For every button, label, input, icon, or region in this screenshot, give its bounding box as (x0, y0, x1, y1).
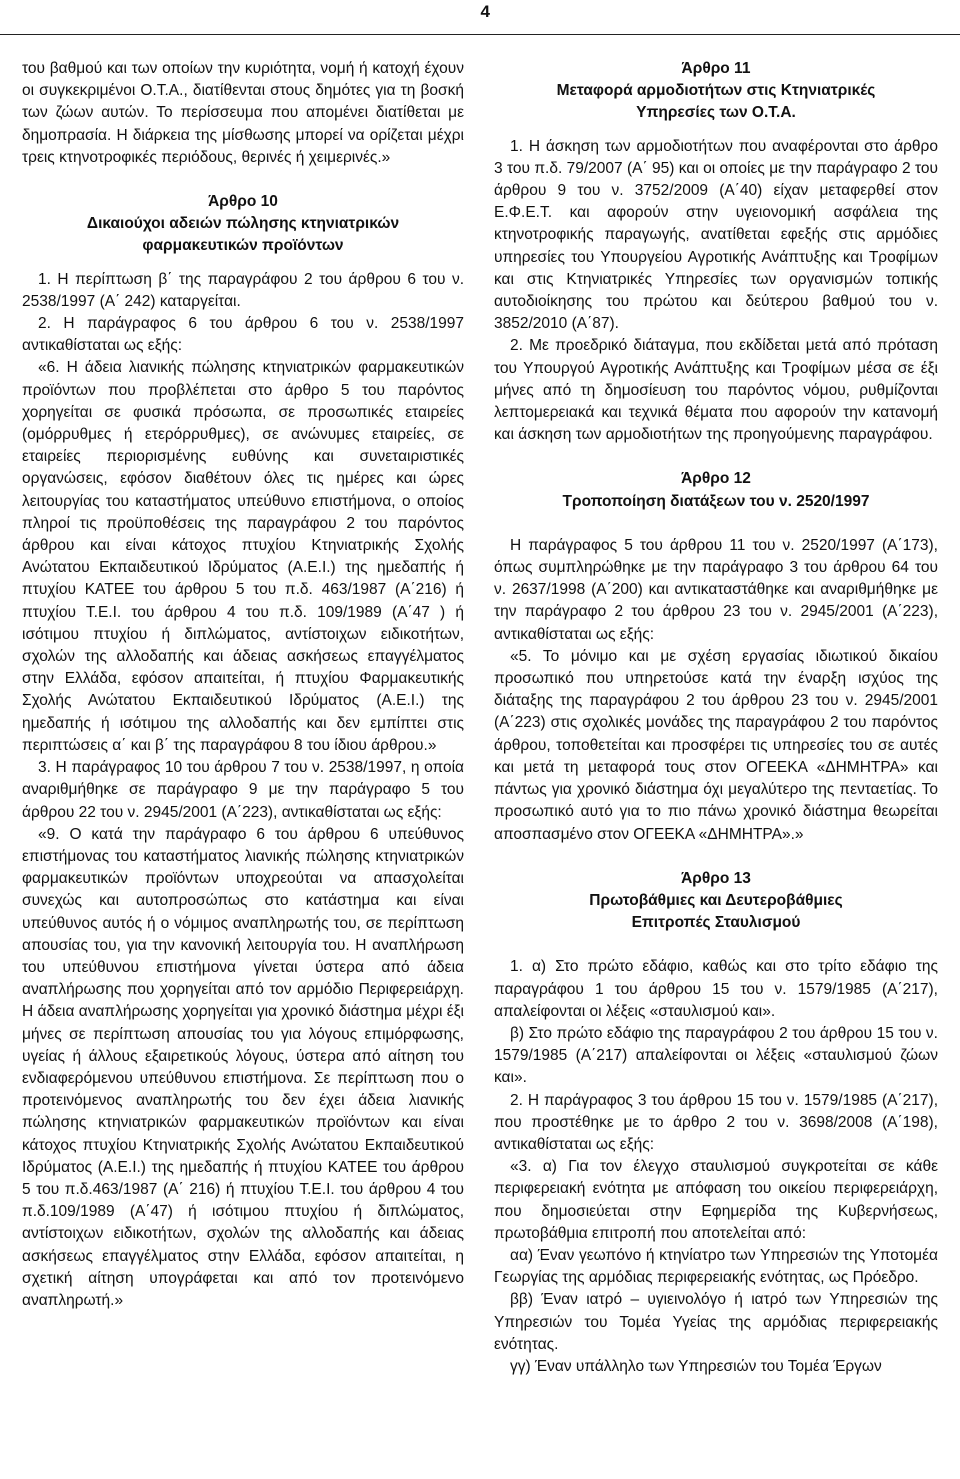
article-13-paragraph-3a: «3. α) Για τον έλεγχο σταυλισμού συγκροτείται σε κάθε περιφερειακή ενότητα με απόφαση του οικείου περιφερειάρχη, που δημοσιεύεται στην Εφημερίδα της Κυβερνήσεως, πρωτοβάθμια επιτροπή που αποτελείται από: (494, 1158, 938, 1242)
page-number: 4 (480, 2, 490, 21)
right-column (494, 58, 938, 1378)
article-11-title: Άρθρο 11 (681, 60, 751, 77)
article-12-paragraph-5-text: «5. Το μόνιμο και με σχέση εργασίας ιδιωτικού δικαίου προσωπικό που υπηρετούσε κατά την έναρξη ισχύος της διάταξης της παραγράφου 2 του άρθρου 23 του ν. 2945/2001 (Α΄223) στις σχολικές μονάδες της παραγράφου 2 του παρόντος άρθρου, τοποθετείται και προσφέρει τις υπηρεσίες του σε αυτές και μετά τη μεταφορά τους στον ΟΓΕΕΚΑ «ΔΗΜΗΤΡΑ» και πάντως για χρονικό διάστημα όχι μεγαλύτερο της πενταετίας. Το προσωπικό αυτό για το πιο πάνω χρονικό διάστημα θεωρείται αποσπασμένο στον ΟΓΕΕΚΑ «ΔΗΜΗΤΡΑ».» (494, 647, 938, 843)
article-11-subtitle-line2: Υπηρεσίες των Ο.Τ.Α. (636, 104, 796, 122)
header-rule (0, 34, 960, 35)
article-10-subtitle-line1: Δικαιούχοι αδειών πώλησης κτηνιατρικών (86, 215, 400, 233)
article-13-paragraph-1a: 1. α) Στο πρώτο εδάφιο, καθώς και στο τρίτο εδάφιο της παραγράφου 1 του άρθρου 15 του ν. 1579/1985 (Α΄217), απαλείφονται οι λέξεις «σταυλισμού και». (494, 958, 938, 1020)
article-10-paragraph-1: 1. Η περίπτωση β΄ της παραγράφου 2 του άρθρου 6 του ν. 2538/1997 (Α΄ 242) καταργείται. (22, 270, 464, 310)
article-13-paragraph-2: 2. Η παράγραφος 3 του άρθρου 15 του ν. 1579/1985 (Α΄217), που προστέθηκε με το άρθρο 2 του ν. 3698/2008 (Α΄198), αντικαθίσταται ως εξής: (494, 1091, 938, 1153)
article-12-paragraph-1: Η παράγραφος 5 του άρθρου 11 του ν. 2520/1997 (Α΄173), όπως συμπληρώθηκε με την παράγραφο 3 του άρθρου 64 του ν. 2637/1998 (Α΄200) και αντικαταστάθηκε και αναριθμήθηκε με την παράγραφο 2 του άρθρου 23 του ν. 2945/2001 (Α΄223), αντικαθίσταται ως εξής: (494, 536, 938, 643)
article-13-item-aa: αα) Έναν γεωπόνο ή κτηνίατρο των Υπηρεσιών της Υποτομέα Γεωργίας της αρμόδιας περιφερειακής ενότητας, ως Πρόεδρο. (494, 1246, 938, 1287)
left-column (22, 58, 464, 1312)
article-11-paragraph-2: 2. Με προεδρικό διάταγμα, που εκδίδεται μετά από πρόταση του Υπουργού Αγροτικής Ανάπτυξης και Τροφίμων μέσα σε έξι μήνες από τη δημοσίευση του παρόντος νόμου, ρυθμίζονται λεπτομερειακά και τεχνικά θέματα που αφορούν την κατανομή και άσκηση των αρμοδιοτήτων της προηγούμενης παραγράφου. (494, 337, 938, 444)
article-13-title: Άρθρο 13 (681, 869, 751, 887)
article-10-paragraph-6-text: «6. Η άδεια λιανικής πώλησης κτηνιατρικών φαρμακευτικών προϊόντων που προβλέπεται στο άρθρο 5 του παρόντος χορηγείται σε φυσικά πρόσωπα, σε προσωπικές εταιρείες (ομόρρυθμες ή ετερόρρυθμες), σε ανώνυμες εταιρείες, σε εταιρείες περιορισμένης ευθύνης και συνεταιριστικές οργανώσεις, εφόσον διαθέτουν όλες τις ημέρες και ώρες λειτουργίας του καταστήματος υπεύθυνο επιστήμονα, ο οποίος πληροί τις προϋποθέσεις της παραγράφου 2 του παρόντος άρθρου και είναι κάτοχος πτυχίου Κτηνιατρικής Σχολής Ανώτατου Εκπαιδευτικού Ιδρύματος (Α.Ε.Ι.) της ημεδαπής ή πτυχίου ΚΑΤΕΕ του άρθρου 5 του π.δ. 463/1987 (Α΄216) ή πτυχίου Τ.Ε.Ι. του άρθρου 4 του π.δ. 109/1989 (Α΄47 ) ή ισότιμου πτυχίου ή διπλώματος, αντίστοιχων ειδικοτήτων, σχολών της αλλοδαπής και άδειας ασκήσεως επαγγέλματος στην Ελλάδα, εφόσον απαιτείται, ή πτυχίου Φαρμακευτικής Σχολής Ανώτατου Εκπαιδευτικού Ιδρύματος (Α.Ε.Ι.) της ημεδαπής ή ισότιμου της αλλοδαπής και δεν εμπίπτει στις περιπτώσεις α΄ και β΄ της παραγράφου 8 του ίδιου άρθρου.» (22, 359, 464, 754)
article-12-subtitle: Τροποποίηση διατάξεων του ν. 2520/1997 (562, 492, 870, 510)
article-10-paragraph-3: 3. Η παράγραφος 10 του άρθρου 7 του ν. 2538/1997, η οποία αναριθμήθηκε σε παράγραφο 9 με την παράγραφο 5 του άρθρου 22 του ν. 2945/2001 (Α΄223), αντικαθίσταται ως εξής: (22, 759, 464, 821)
article-13-item-gg: γγ) Έναν υπάλληλο των Υπηρεσιών του Τομέα Έργων (510, 1357, 882, 1375)
intro-paragraph: του βαθμού και των οποίων την κυριότητα, νομή ή κατοχή έχουν οι συγκεκριμένοι Ο.Τ.Α., διατίθενται στους δημότες για τη βοσκή των ζώων αυτών. Το περίσσευμα που απομένει διατίθεται με δημοπρασία. Η διάρκεια της μίσθωσης μπορεί να ορίζεται μέχρι τρεις κτηνοτροφικές περιόδους, θερινές ή χειμερινές.» (22, 60, 464, 166)
article-10-paragraph-9-text: «9. Ο κατά την παράγραφο 6 του άρθρου 6 υπεύθυνος επιστήμονας του καταστήματος λιανικής πώλησης κτηνιατρικών φαρμακευτικών προϊόντων υποχρεούται να απασχολείται συνεχώς και αυτοπροσώπως στο κατάστημα και είναι υπεύθυνος αυτός ή ο νόμιμος αναπληρωτής του, σε περίπτωση απουσίας του, για την κανονική λειτουργία του. Η αναπλήρωση του υπεύθυνου επιστήμονα γίνεται ύστερα από άδεια αναπλήρωσης που χορηγείται από τον αρμόδιο Περιφερειάρχη. Η άδεια αναπλήρωσης χορηγείται για χρονικό διάστημα μέχρι έξι μήνες σε περίπτωση απουσίας του για λόγους επιμόρφωσης, υγείας ή άλλους εξαιρετικούς λόγους, ύστερα από αίτηση του ενδιαφερόμενου υπεύθυνου επιστήμονα. Σε περίπτωση που ο προτεινόμενος αναπληρωτής του δεν έχει άδεια λιανικής πώλησης κτηνιατρικών φαρμακευτικών προϊόντων και είναι κάτοχος πτυχίου Κτηνιατρικής Σχολής Ανώτατου Εκπαιδευτικού Ιδρύματος (Α.Ε.Ι.) της ημεδαπής ή πτυχίου ΚΑΤΕΕ του άρθρου 5 του π.δ.463/1987 (Α΄ 216) ή πτυχίου Τ.Ε.Ι. του άρθρου 4 του π.δ.109/1989 (Α΄47) ή ισότιμου πτυχίου ή διπλώματος, αντίστοιχων ειδικοτήτων, σχολών της αλλοδαπής και άδειας ασκήσεως επαγγέλματος στην Ελλάδα, εφόσον απαιτείται, η σχετική αίτηση υπογράφεται και από τον προτεινόμενο αναπληρωτή.» (22, 825, 464, 1309)
article-13-subtitle-line2: Επιτροπές Σταυλισμού (631, 914, 801, 932)
article-13-subtitle-line1: Πρωτοβάθμιες και Δευτεροβάθμιες (589, 891, 843, 909)
article-11-paragraph-1: 1. Η άσκηση των αρμοδιοτήτων που αναφέρονται στο άρθρο 3 του π.δ. 79/2007 (Α΄ 95) και οι οποίες με την παράγραφο 2 του άρθρου 9 του ν. 3752/2009 (Α΄40) είχαν μεταφερθεί στον Ε.Φ.Ε.Τ. και αφορούν στην υγειονομική ασφάλεια της κτηνοτροφικής παραγωγής, ανατίθεται εφεξής στις αρμόδιες υπηρεσίες του Υπουργείου Αγροτικής Ανάπτυξης και Τροφίμων και στις Κτηνιατρικές Υπηρεσίες των οργανισμών τοπικής αυτοδιοίκησης του πρώτου και δεύτερου βαθμού του ν. 3852/2010 (Α΄87). (494, 137, 938, 333)
article-10-subtitle-line2: φαρμακευτικών προϊόντων (142, 237, 344, 255)
article-13-item-bb: ββ) Έναν ιατρό – υγιεινολόγο ή ιατρό των Υπηρεσιών της Υπηρεσιών του Τομέα Υγείας της αρμόδιας περιφερειακής ενότητας. (494, 1291, 938, 1353)
article-13-paragraph-1b: β) Στο πρώτο εδάφιο της παραγράφου 2 του άρθρου 15 του ν. 1579/1985 (Α΄217) απαλείφονται οι λέξεις «σταυλισμού ζώων και». (494, 1024, 938, 1087)
article-11-subtitle-line1: Μεταφορά αρμοδιοτήτων στις Κτηνιατρικές (556, 82, 876, 100)
article-12-title: Άρθρο 12 (681, 470, 751, 488)
article-10-title: Άρθρο 10 (208, 193, 278, 211)
article-10-paragraph-2: 2. Η παράγραφος 6 του άρθρου 6 του ν. 2538/1997 αντικαθίσταται ως εξής: (22, 315, 464, 355)
